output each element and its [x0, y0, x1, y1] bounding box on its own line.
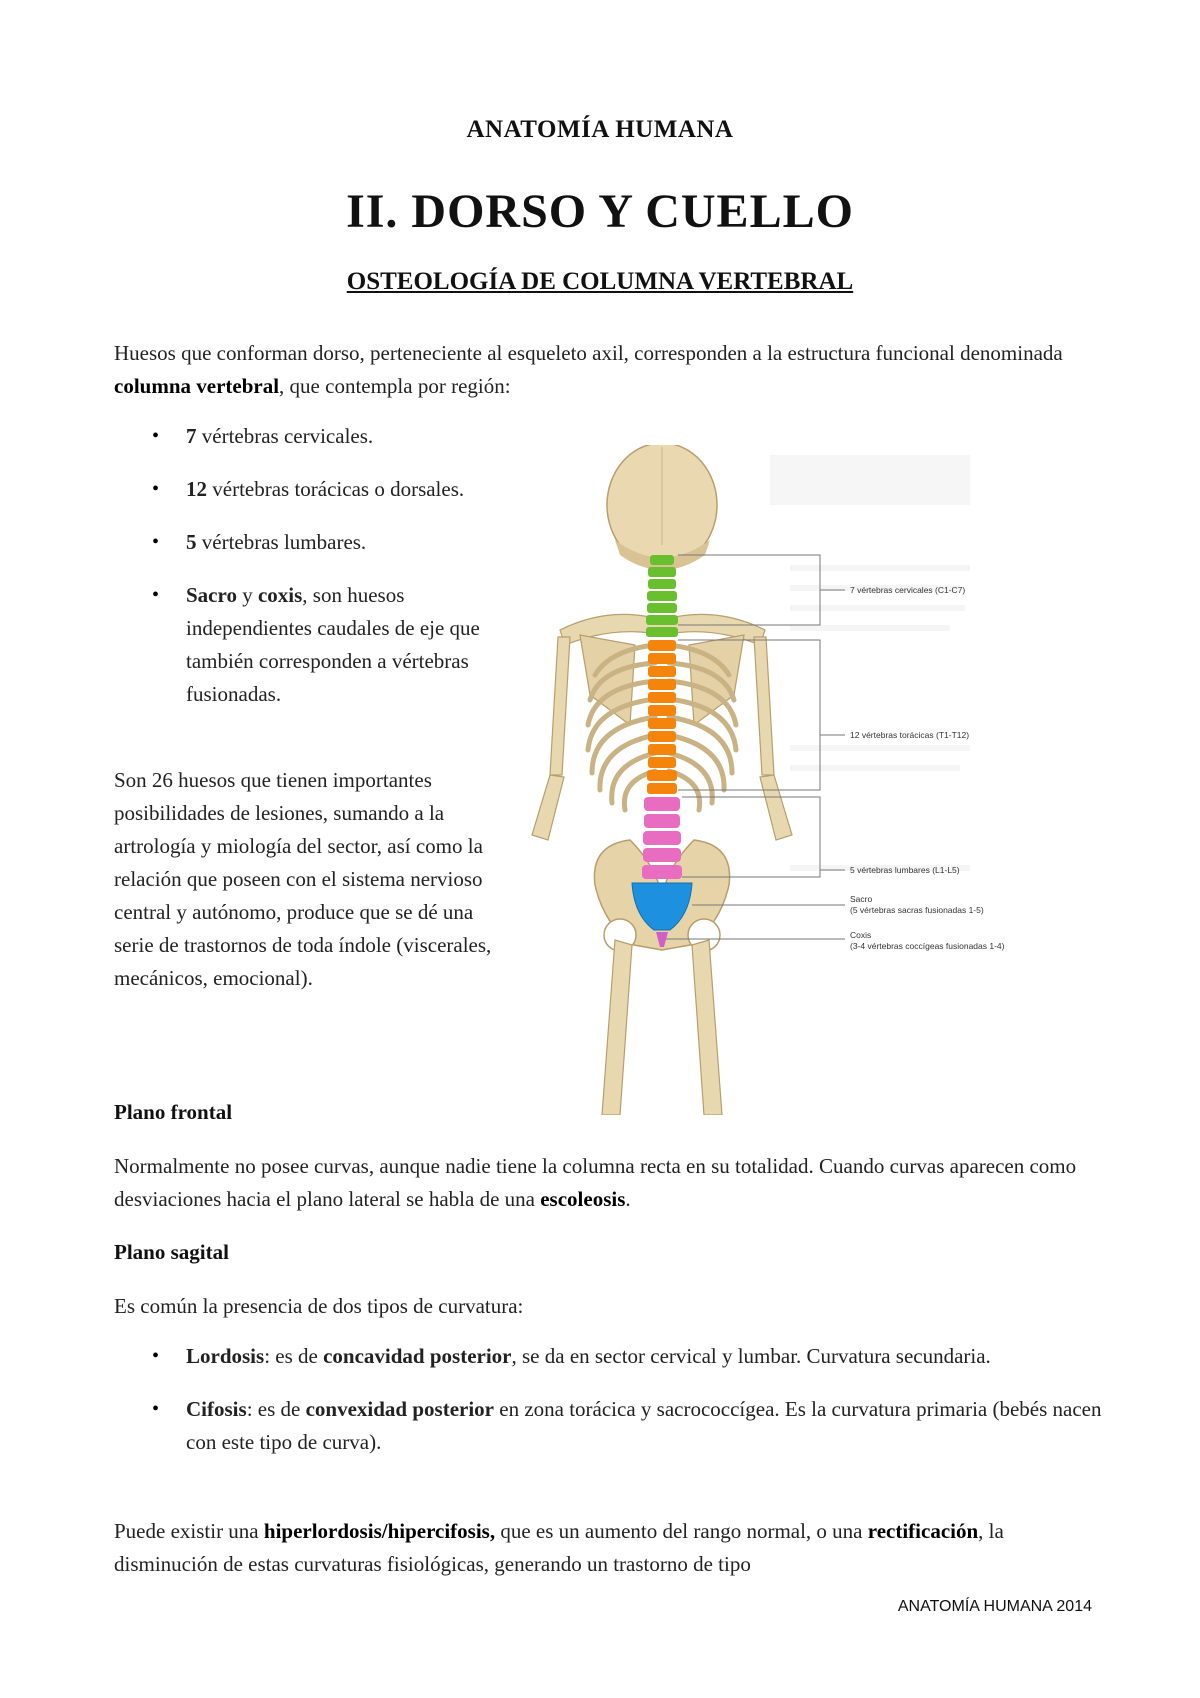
frontal-text-2: .: [625, 1187, 631, 1211]
heading-sagittal-plane: Plano sagital: [114, 1240, 229, 1264]
final-text-1: Puede existir una: [114, 1519, 264, 1543]
region-count: 5: [186, 530, 197, 554]
final-text-2: que es un aumento del rango normal, o una: [495, 1519, 868, 1543]
vertebrae-region-list: [114, 420, 514, 731]
curvature-bold: convexidad posterior: [305, 1397, 494, 1421]
region-count: 12: [186, 477, 207, 501]
final-text-3: , la disminución de estas curvaturas fisiológicas, generando un trastorno de tipo: [114, 1519, 1004, 1576]
region-count: 7: [186, 424, 197, 448]
region-text: vértebras torácicas o dorsales.: [207, 477, 465, 501]
label-sacrum: Sacro: [850, 894, 873, 904]
frontal-plane-paragraph: [114, 1150, 1104, 1216]
label-coccyx-detail: (3-4 vértebras coccígeas fusionadas 1-4): [850, 941, 1005, 951]
list-item: [114, 473, 514, 506]
page-title: II. DORSO Y CUELLO: [346, 185, 854, 238]
label-thoracic: 12 vértebras torácicas (T1-T12): [850, 730, 970, 740]
curvature-term: Lordosis: [186, 1344, 265, 1368]
final-bold-2: rectificación: [867, 1519, 979, 1543]
frontal-bold-term: escoleosis: [540, 1187, 626, 1211]
intro-text-1: Huesos que conforman dorso, perteneciente al esqueleto axil, corresponden a la estructura funcional denominada: [114, 341, 1063, 365]
label-cervical: 7 vértebras cervicales (C1-C7): [850, 585, 966, 595]
label-coccyx: Coxis: [850, 930, 872, 940]
curvature-text: , se da en sector cervical y lumbar. Curvatura secundaria.: [511, 1344, 991, 1368]
spine-skeleton-figure: [520, 445, 1040, 1115]
heading-frontal-plane: Plano frontal: [114, 1100, 233, 1124]
label-lumbar: 5 vértebras lumbares (L1-L5): [850, 865, 960, 875]
region-connector: y: [236, 583, 258, 607]
intro-bold-term: columna vertebral: [114, 374, 280, 398]
spine-cervical: [646, 555, 678, 637]
list-item: [114, 579, 514, 711]
course-title: ANATOMÍA HUMANA: [466, 116, 734, 143]
list-item: [114, 1393, 1104, 1459]
region-text: vértebras cervicales.: [196, 424, 374, 448]
region-text: vértebras lumbares.: [196, 530, 367, 554]
curvature-text: : es de: [264, 1344, 324, 1368]
label-sacrum-detail: (5 vértebras sacras fusionadas 1-5): [850, 905, 984, 915]
page-footer: ANATOMÍA HUMANA 2014: [897, 1598, 1092, 1615]
intro-paragraph: [114, 337, 1074, 403]
spine-lumbar: [642, 797, 682, 879]
region-term-sacro: Sacro: [186, 583, 237, 607]
curvature-term: Cifosis: [186, 1397, 247, 1421]
frontal-text-1: Normalmente no posee curvas, aunque nadie tiene la columna recta en su totalidad. Cuando curvas aparecen como desviaciones hacia el plano lateral se habla de una: [114, 1154, 1077, 1211]
curvature-text: en zona torácica y sacrococcígea. Es la curvatura primaria (bebés nacen con este tipo de curva).: [186, 1397, 1102, 1454]
curvature-list: [114, 1340, 1104, 1479]
curvature-bold: concavidad posterior: [323, 1344, 512, 1368]
region-text: , son huesos independientes caudales de eje que también corresponden a vértebras fusionadas.: [186, 583, 480, 706]
intro-text-2: , que contempla por región:: [279, 374, 511, 398]
summary-paragraph: Son 26 huesos que tienen importantes posibilidades de lesiones, sumando a la artrología y miología del sector, así como la relación que poseen con el sistema nervioso central y autónomo, produce que se dé una serie de trastornos de toda índole (viscerales, mecánicos, emocional).: [114, 768, 492, 990]
final-bold-1: hiperlordosis/hipercifosis,: [263, 1519, 496, 1543]
list-item: [114, 1340, 1104, 1373]
final-paragraph: [114, 1515, 1104, 1581]
curvature-text: : es de: [246, 1397, 306, 1421]
section-title: OSTEOLOGÍA DE COLUMNA VERTEBRAL: [346, 268, 854, 295]
sagittal-intro: Es común la presencia de dos tipos de curvatura:: [114, 1294, 524, 1318]
region-term-coxis: coxis: [257, 583, 303, 607]
list-item: [114, 420, 514, 453]
list-item: [114, 526, 514, 559]
